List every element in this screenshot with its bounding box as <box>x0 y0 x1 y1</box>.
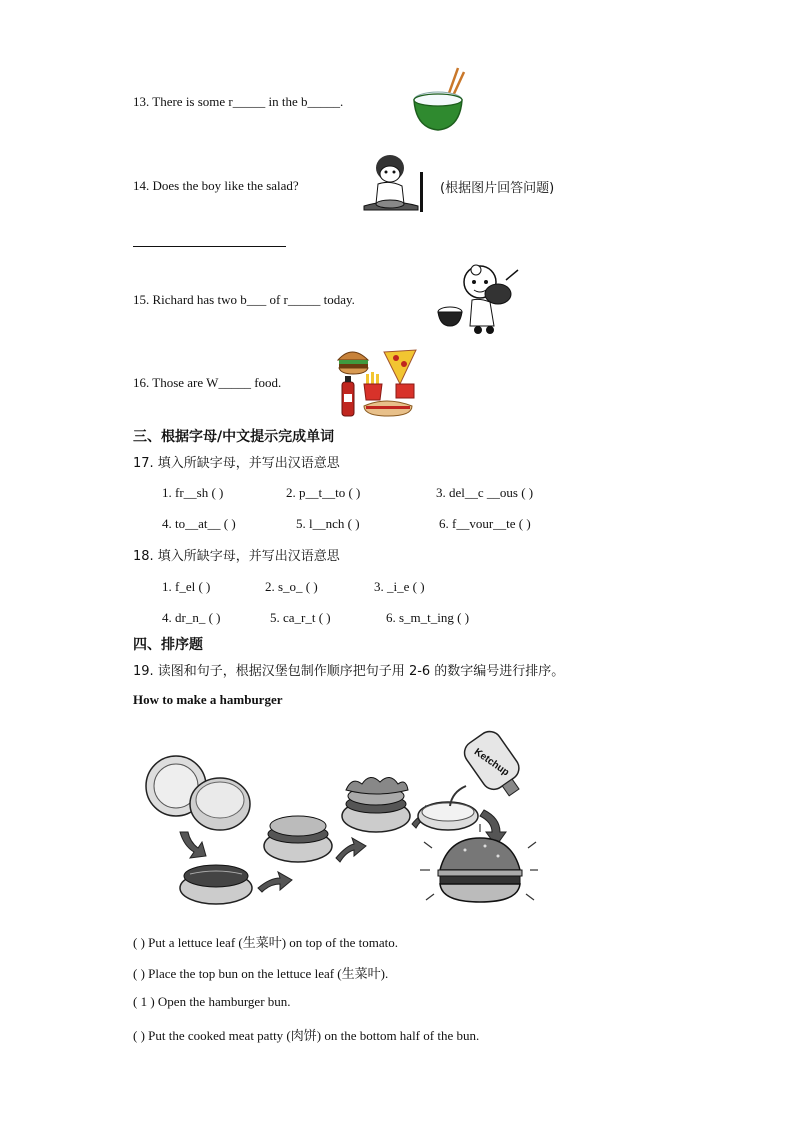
section-3-title: 三、根据字母/中文提示完成单词 <box>133 429 335 445</box>
step-sentence-lettuce[interactable]: ( ) Put a lettuce leaf (生菜叶) on top of the tomato. <box>133 935 398 950</box>
hamburger-subtitle: How to make a hamburger <box>133 692 283 707</box>
western-fast-food-icon <box>336 344 420 420</box>
rice-bowl-icon <box>410 66 470 136</box>
finished-hamburger-icon <box>420 824 538 902</box>
question-15: 15. Richard has two b___ of r_____ today. <box>133 292 355 307</box>
step-sentence-open-bun: ( 1 ) Open the hamburger bun. <box>133 994 291 1009</box>
ketchup-label: Ketchup <box>471 746 511 779</box>
q18-item-4: 4. dr_n_ ( ) <box>162 610 221 625</box>
q17-item-2: 2. p__t__to ( ) <box>286 485 361 500</box>
answer-line <box>133 246 286 247</box>
arrow-icon <box>180 832 206 858</box>
bun-with-lettuce-icon <box>342 777 410 832</box>
q18-item-1: 1. f_el ( ) <box>162 579 211 594</box>
hamburger-steps-illustration <box>140 728 530 918</box>
question-19: 19. 读图和句子，根据汉堡包制作顺序把句子用 2-6 的数字编号进行排序。 <box>133 664 565 679</box>
step-sentence-top-bun[interactable]: ( ) Place the top bun on the lettuce leaf (生菜叶). <box>133 966 389 981</box>
open-bun-icon <box>146 756 250 830</box>
boy-with-rice-bowls-icon <box>436 260 526 335</box>
q17-item-4: 4. to__at__ ( ) <box>162 516 236 531</box>
question-13: 13. There is some r_____ in the b_____. <box>133 94 344 109</box>
q18-item-2: 2. s_o_ ( ) <box>265 579 318 594</box>
question-17: 17. 填入所缺字母，并写出汉语意思 <box>133 456 340 471</box>
arrow-icon <box>336 838 366 862</box>
question-18: 18. 填入所缺字母，并写出汉语意思 <box>133 549 340 564</box>
step-sentence-meat-patty[interactable]: ( ) Put the cooked meat patty (肉饼) on the bottom half of the bun. <box>133 1028 480 1043</box>
q17-item-3: 3. del__c __ous ( ) <box>436 485 534 500</box>
q17-item-5: 5. l__nch ( ) <box>296 516 360 531</box>
question-14: 14. Does the boy like the salad? <box>133 178 299 193</box>
bun-with-patty-icon <box>180 865 252 904</box>
q18-item-6: 6. s_m_t_ing ( ) <box>386 610 470 625</box>
q17-item-6: 6. f__vour__te ( ) <box>439 516 531 531</box>
section-4-title: 四、排序题 <box>133 637 203 653</box>
question-14-hint: (根据图片回答问题) <box>440 181 555 196</box>
q18-item-5: 5. ca_r_t ( ) <box>270 610 331 625</box>
question-16: 16. Those are W_____ food. <box>133 375 282 390</box>
bun-with-tomato-icon <box>264 816 332 862</box>
arrow-icon <box>258 872 292 892</box>
q17-item-1: 1. fr__sh ( ) <box>162 485 224 500</box>
q18-item-3: 3. _i_e ( ) <box>374 579 425 594</box>
ketchup-bottle-icon <box>418 727 530 830</box>
boy-eating-salad-icon <box>360 150 430 220</box>
